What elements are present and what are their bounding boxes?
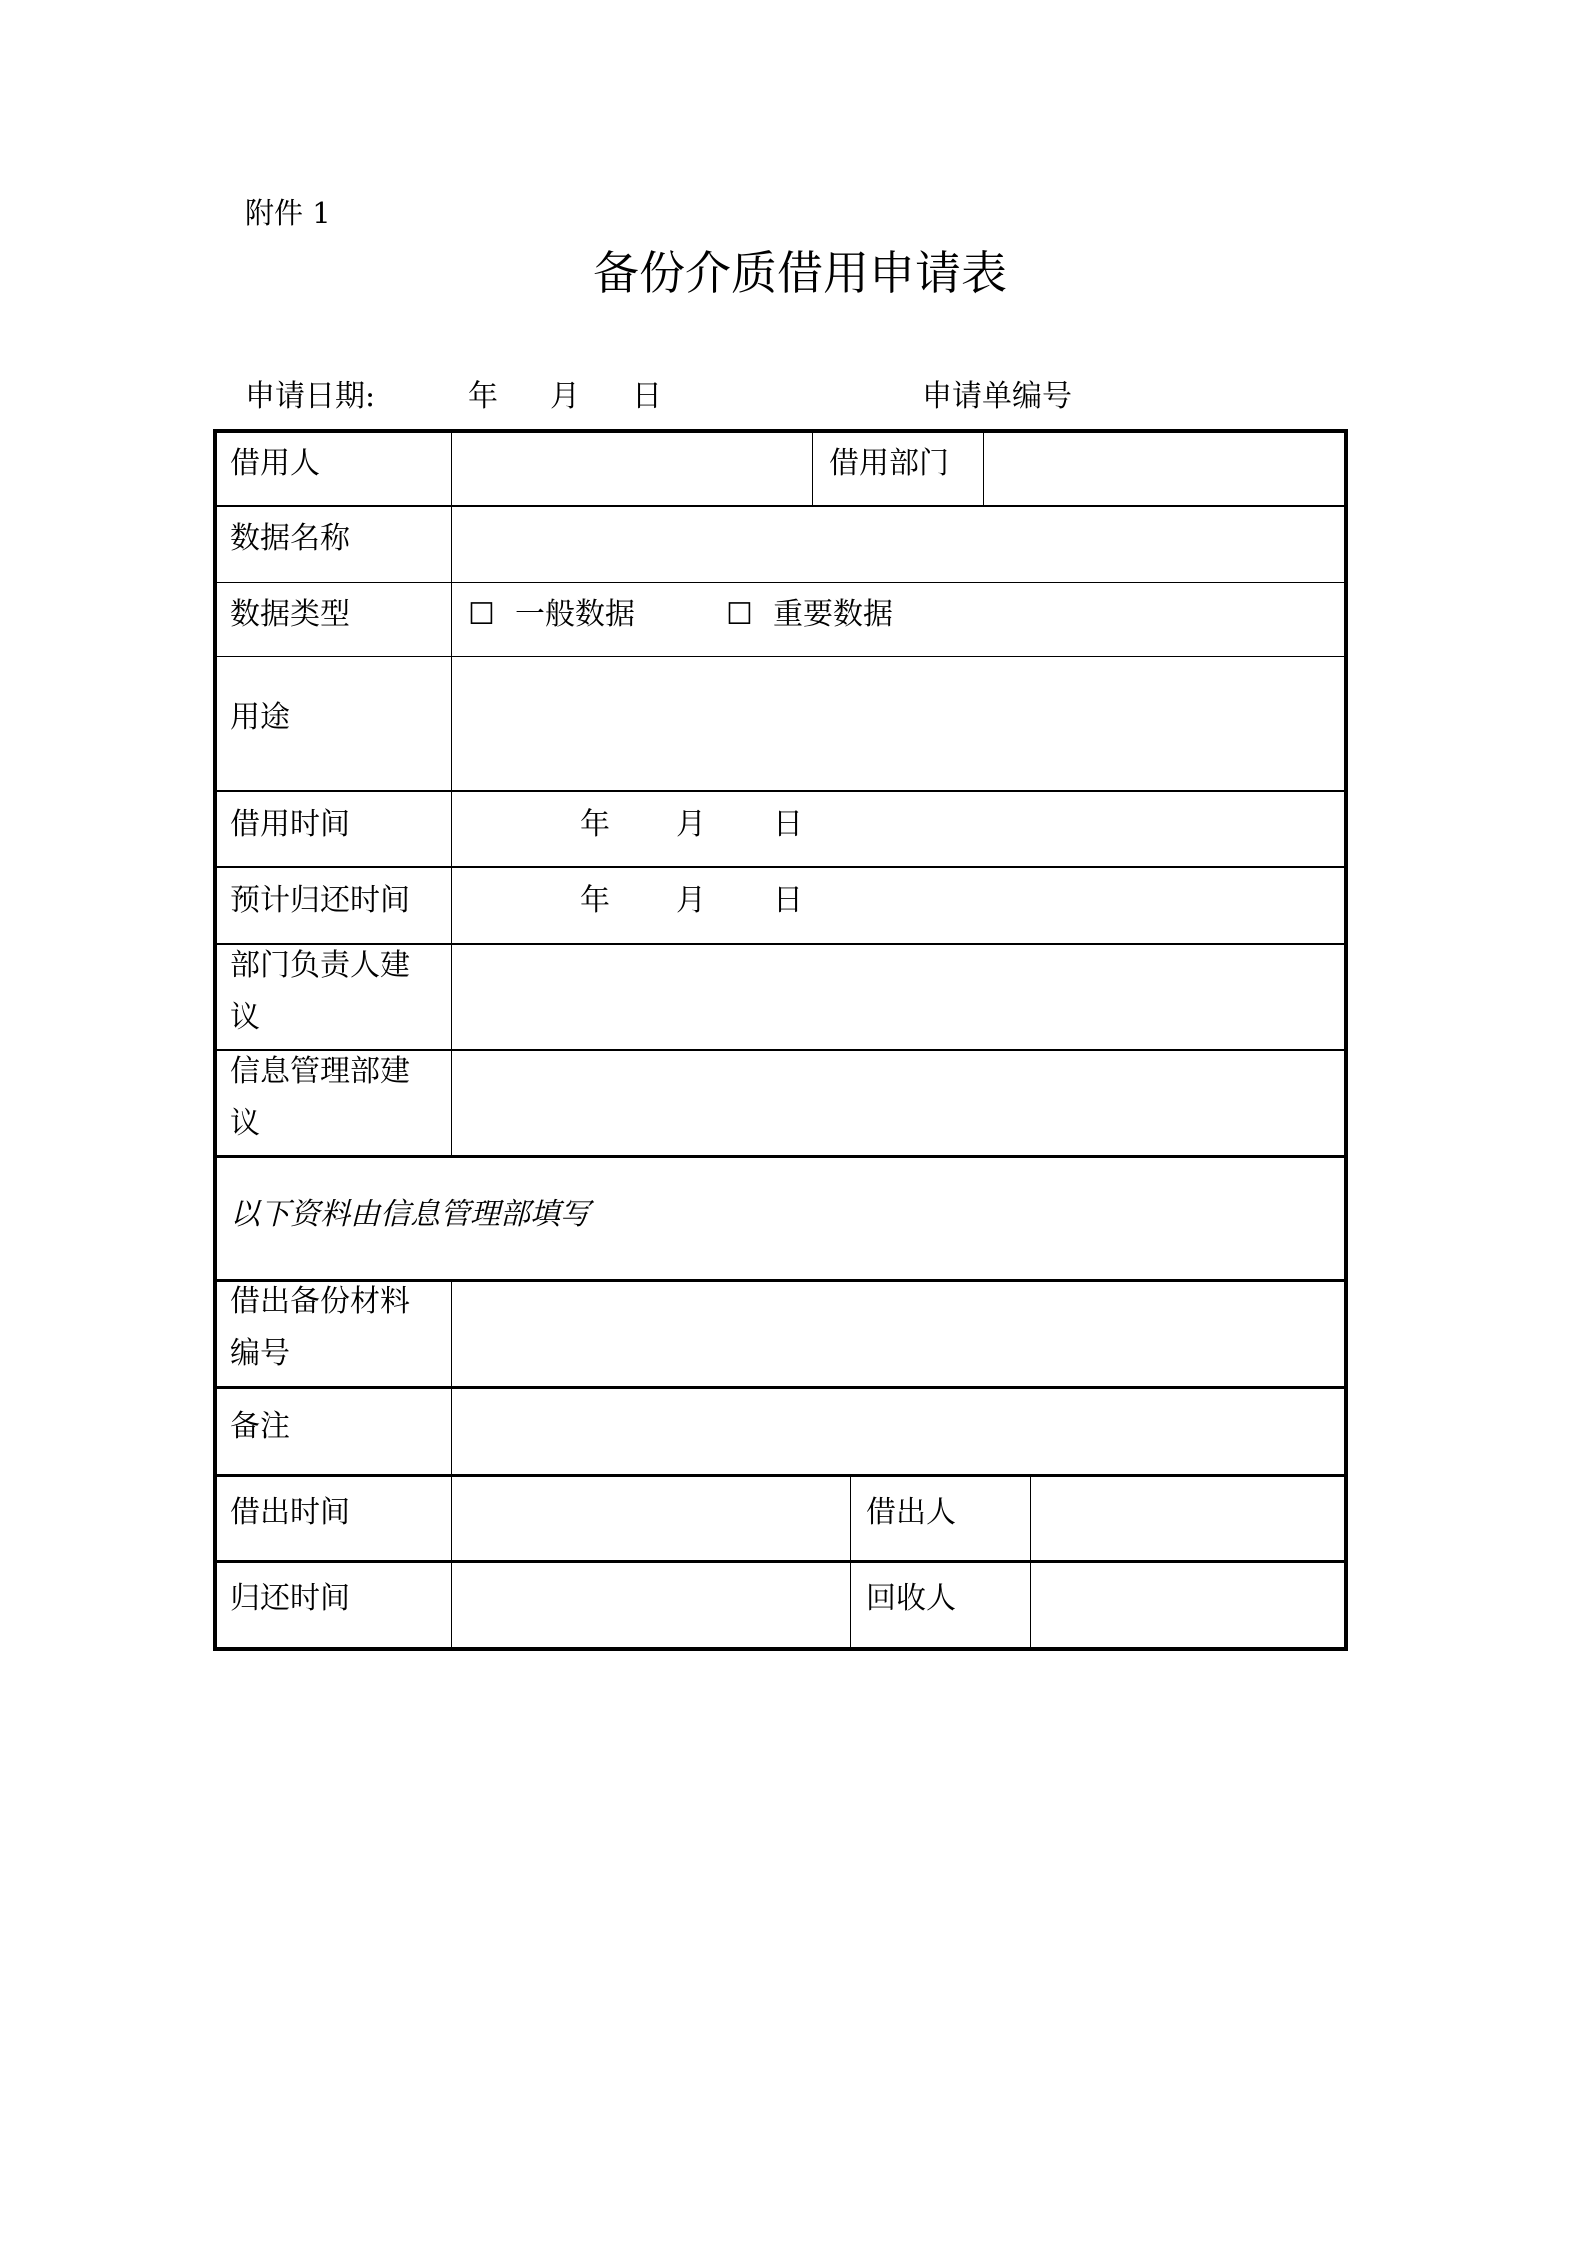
data-name-field[interactable] xyxy=(453,507,1343,582)
column-divider xyxy=(850,1475,851,1649)
column-divider xyxy=(451,431,452,1156)
column-divider xyxy=(1030,1475,1031,1649)
lent-material-number-label: 借出备份材料编号 xyxy=(230,1284,410,1371)
date-day-label: 日 xyxy=(632,379,662,414)
borrower-label: 借用人 xyxy=(230,446,320,481)
return-time-label: 归还时间 xyxy=(230,1581,350,1616)
table-border-right xyxy=(1344,429,1348,1651)
form-number-label: 申请单编号 xyxy=(922,379,1072,414)
lender-label: 借出人 xyxy=(866,1495,956,1530)
general-data-checkbox[interactable]: ☐ xyxy=(468,597,495,632)
purpose-field[interactable] xyxy=(453,658,1343,790)
data-type-label: 数据类型 xyxy=(230,597,350,632)
info-mgmt-opinion-field[interactable] xyxy=(453,1051,1343,1155)
borrower-department-field[interactable] xyxy=(985,433,1343,505)
important-data-checkbox[interactable]: ☐ xyxy=(726,597,753,632)
lend-time-field[interactable] xyxy=(453,1477,849,1560)
remarks-field[interactable] xyxy=(453,1389,1343,1474)
important-data-option-label: 重要数据 xyxy=(773,597,893,632)
lender-field[interactable] xyxy=(1032,1477,1343,1560)
general-data-option-label: 一般数据 xyxy=(515,597,635,632)
return-year-label: 年 xyxy=(580,883,610,918)
borrow-year-label: 年 xyxy=(580,807,610,842)
lend-time-label: 借出时间 xyxy=(230,1495,350,1530)
lent-material-number-field[interactable] xyxy=(453,1282,1343,1386)
column-divider xyxy=(983,431,984,506)
application-date-label: 申请日期: xyxy=(245,379,376,414)
attachment-label: 附件 1 xyxy=(245,196,331,230)
borrower-field[interactable] xyxy=(453,433,811,505)
page-title: 备份介质借用申请表 xyxy=(593,246,1007,300)
info-mgmt-opinion-label: 信息管理部建议 xyxy=(230,1054,410,1141)
return-month-label: 月 xyxy=(676,883,706,918)
return-day-label: 日 xyxy=(773,883,803,918)
receiver-label: 回收人 xyxy=(866,1581,956,1616)
column-divider xyxy=(812,431,813,506)
purpose-label: 用途 xyxy=(230,700,290,735)
row-divider xyxy=(213,866,1348,868)
receiver-field[interactable] xyxy=(1032,1563,1343,1647)
table-border-bottom xyxy=(213,1647,1348,1651)
date-year-label: 年 xyxy=(468,379,498,414)
column-divider xyxy=(451,1280,452,1649)
row-divider xyxy=(213,582,1348,583)
return-time-field[interactable] xyxy=(453,1563,849,1647)
remarks-label: 备注 xyxy=(230,1409,290,1444)
borrow-month-label: 月 xyxy=(676,807,706,842)
borrow-day-label: 日 xyxy=(773,807,803,842)
date-month-label: 月 xyxy=(550,379,580,414)
borrower-department-label: 借用部门 xyxy=(829,446,949,481)
section-note: 以下资料由信息管理部填写 xyxy=(230,1197,590,1232)
dept-head-opinion-label: 部门负责人建议 xyxy=(230,948,410,1035)
data-name-label: 数据名称 xyxy=(230,521,350,556)
borrow-time-label: 借用时间 xyxy=(230,807,350,842)
expected-return-time-label: 预计归还时间 xyxy=(230,883,410,918)
row-divider xyxy=(213,656,1348,657)
row-divider xyxy=(213,790,1348,792)
table-border-left xyxy=(213,429,217,1651)
row-divider xyxy=(213,1155,1348,1158)
dept-head-opinion-field[interactable] xyxy=(453,945,1343,1049)
